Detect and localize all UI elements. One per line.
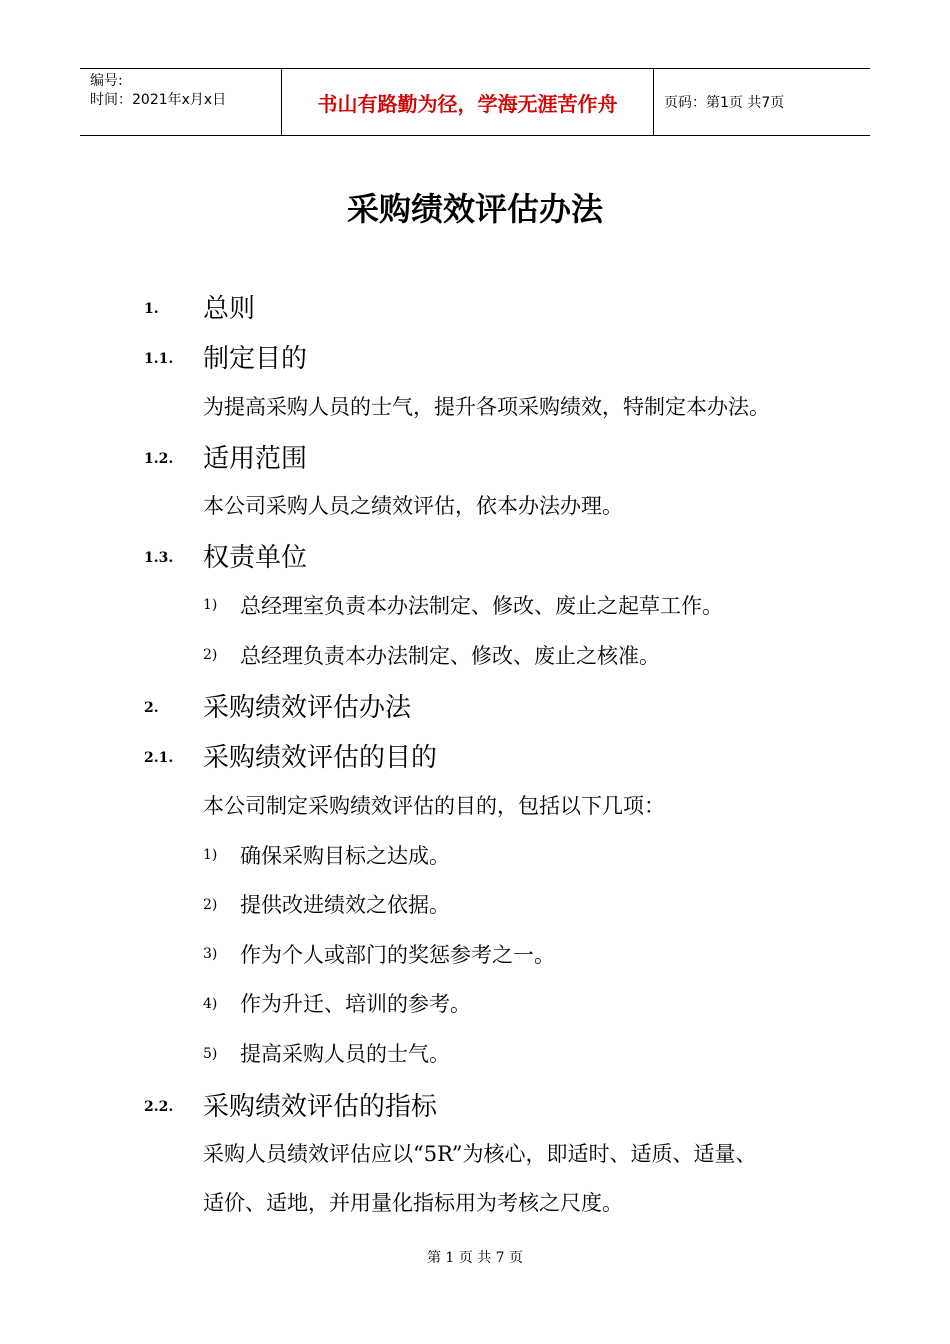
document-title: 采购绩效评估办法 xyxy=(346,190,603,228)
section-heading: 适用范围 xyxy=(203,444,308,474)
list-number: 5) xyxy=(203,1046,218,1062)
section-number: 2. xyxy=(144,700,159,716)
date-label: 时间：2021年x月x日 xyxy=(90,92,227,108)
list-item: 总经理负责本办法制定、修改、废止之核准。 xyxy=(240,644,660,668)
page-header xyxy=(80,68,870,136)
paragraph: 为提高采购人员的士气，提升各项采购绩效，特制定本办法。 xyxy=(203,395,770,419)
section-number: 2.2. xyxy=(144,1099,174,1115)
list-number: 4) xyxy=(203,996,218,1012)
paragraph: 采购人员绩效评估应以“5R”为核心，即适时、适质、适量、 xyxy=(203,1142,757,1166)
list-number: 1) xyxy=(203,597,218,613)
header-meta xyxy=(80,69,281,135)
list-number: 2) xyxy=(203,897,218,913)
paragraph: 本公司制定采购绩效评估的目的，包括以下几项： xyxy=(203,794,665,818)
section-number: 1. xyxy=(144,301,159,317)
section-heading: 总则 xyxy=(203,294,256,324)
serial-label: 编号: xyxy=(90,73,123,89)
list-item: 作为个人或部门的奖惩参考之一。 xyxy=(240,943,555,967)
list-item: 作为升迁、培训的参考。 xyxy=(240,992,471,1016)
header-page-code: 页码：第1页 共7页 xyxy=(664,95,785,111)
list-number: 3) xyxy=(203,946,218,962)
list-number: 1) xyxy=(203,847,218,863)
page-footer: 第 1 页 共 7 页 xyxy=(426,1250,524,1266)
list-item: 提供改进绩效之依据。 xyxy=(240,893,450,917)
section-heading: 权责单位 xyxy=(203,543,308,573)
paragraph: 适价、适地，并用量化指标用为考核之尺度。 xyxy=(203,1191,623,1215)
section-number: 1.2. xyxy=(144,451,174,467)
section-heading: 采购绩效评估的指标 xyxy=(203,1092,438,1122)
list-item: 提高采购人员的士气。 xyxy=(240,1042,450,1066)
section-number: 2.1. xyxy=(144,750,174,766)
section-number: 1.3. xyxy=(144,550,174,566)
list-number: 2) xyxy=(203,647,218,663)
paragraph: 本公司采购人员之绩效评估，依本办法办理。 xyxy=(203,494,623,518)
header-motto: 书山有路勤为径，学海无涯苦作舟 xyxy=(281,69,654,135)
section-heading: 采购绩效评估的目的 xyxy=(203,743,438,773)
section-heading: 采购绩效评估办法 xyxy=(203,693,412,723)
list-item: 确保采购目标之达成。 xyxy=(240,844,450,868)
section-number: 1.1. xyxy=(144,351,174,367)
section-heading: 制定目的 xyxy=(203,344,308,374)
list-item: 总经理室负责本办法制定、修改、废止之起草工作。 xyxy=(240,594,723,618)
